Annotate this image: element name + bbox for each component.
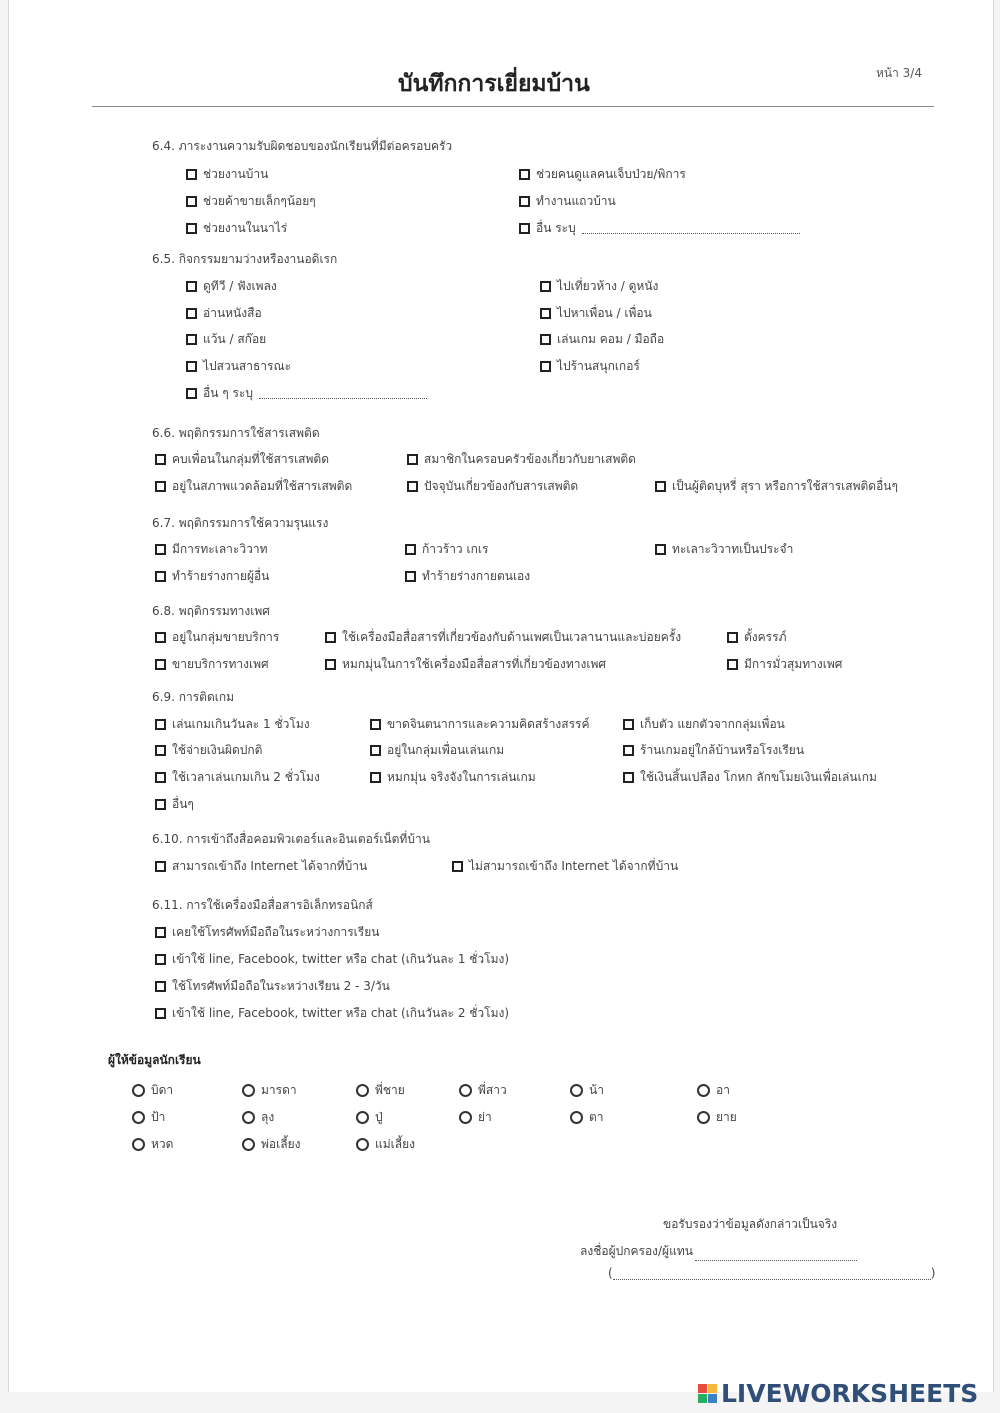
checkbox-option[interactable]: ทำร้ายร่างกายตนเอง [405, 567, 530, 586]
radio-option[interactable]: มารดา [242, 1081, 297, 1100]
checkbox-option[interactable]: มีการมั่วสุมทางเพศ [727, 655, 842, 674]
checkbox[interactable] [155, 772, 166, 783]
checkbox-option[interactable]: อยู่ในสภาพแวดล้อมที่ใช้สารเสพติด [155, 477, 352, 496]
checkbox-option[interactable]: อ่านหนังสือ [186, 304, 262, 323]
checkbox-option[interactable]: ก้าวร้าว เกเร [405, 540, 488, 559]
checkbox-option[interactable]: สามารถเข้าถึง Internet ได้จากที่บ้าน [155, 857, 367, 876]
checkbox[interactable] [370, 772, 381, 783]
checkbox[interactable] [727, 659, 738, 670]
checkbox[interactable] [655, 544, 666, 555]
page-title: บันทึกการเยี่ยมบ้าน [398, 70, 590, 97]
checkbox[interactable] [155, 544, 166, 555]
checkbox-option[interactable]: เก็บตัว แยกตัวจากกลุ่มเพื่อน [623, 715, 785, 734]
checkbox[interactable] [186, 388, 197, 399]
radio-option[interactable]: น้า [570, 1081, 604, 1100]
section-heading-6-9: 6.9. การติดเกม [152, 690, 235, 704]
checkbox-option[interactable]: เล่นเกมเกินวันละ 1 ชั่วโมง [155, 715, 310, 734]
checkbox-option[interactable]: สมาชิกในครอบครัวข้องเกี่ยวกับยาเสพติด [407, 450, 636, 469]
checkbox-option[interactable]: ไปหาเพื่อน / เพื่อน [540, 304, 652, 323]
radio-option[interactable]: บิดา [132, 1081, 173, 1100]
radio-option[interactable]: ป้า [132, 1108, 165, 1127]
radio-option[interactable]: ปู่ [356, 1108, 383, 1127]
checkbox[interactable] [155, 927, 166, 938]
checkbox-option[interactable]: ช่วยงานในนาไร่ [186, 219, 287, 238]
checkbox[interactable] [186, 281, 197, 292]
radio-button[interactable] [570, 1084, 583, 1097]
section-heading-6-8: 6.8. พฤติกรรมทางเพศ [152, 604, 270, 618]
checkbox[interactable] [155, 799, 166, 810]
checkbox[interactable] [407, 481, 418, 492]
radio-button[interactable] [132, 1084, 145, 1097]
checkbox[interactable] [186, 223, 197, 234]
checkbox[interactable] [519, 223, 530, 234]
checkbox-option[interactable]: ตั้งครรภ์ [727, 628, 786, 647]
printed-name-field[interactable] [613, 1269, 931, 1280]
radio-option[interactable]: แม่เลี้ยง [356, 1135, 415, 1154]
checkbox-option-other[interactable]: อื่น ๆ ระบุ [186, 384, 427, 403]
checkbox[interactable] [155, 454, 166, 465]
radio-button[interactable] [459, 1111, 472, 1124]
checkbox-option[interactable]: อยู่ในกลุ่มเพื่อนเล่นเกม [370, 741, 504, 760]
checkbox[interactable] [370, 745, 381, 756]
checkbox[interactable] [155, 861, 166, 872]
checkbox[interactable] [155, 954, 166, 965]
checkbox[interactable] [405, 571, 416, 582]
checkbox-option[interactable]: ช่วยคนดูแลคนเจ็บป่วย/พิการ [519, 165, 686, 184]
checkbox-option[interactable]: ขายบริการทางเพศ [155, 655, 269, 674]
checkbox[interactable] [155, 719, 166, 730]
checkbox[interactable] [186, 308, 197, 319]
liveworksheets-logo-icon [698, 1384, 717, 1403]
checkbox-option[interactable]: มีการทะเลาะวิวาท [155, 540, 267, 559]
radio-button[interactable] [570, 1111, 583, 1124]
checkbox-option[interactable]: ทำงานแถวบ้าน [519, 192, 616, 211]
checkbox[interactable] [655, 481, 666, 492]
checkbox-option[interactable]: เข้าใช้ line, Facebook, twitter หรือ chat (เกินวันละ 1 ชั่วโมง) [155, 950, 509, 969]
signature-field[interactable] [695, 1250, 857, 1261]
liveworksheets-brand [698, 1379, 978, 1408]
checkbox[interactable] [407, 454, 418, 465]
radio-button[interactable] [697, 1111, 710, 1124]
section-heading-6-5: 6.5. กิจกรรมยามว่างหรืองานอดิเรก [152, 252, 338, 266]
radio-option[interactable]: พี่ชาย [356, 1081, 405, 1100]
radio-button[interactable] [242, 1084, 255, 1097]
radio-button[interactable] [697, 1084, 710, 1097]
checkbox[interactable] [540, 361, 551, 372]
checkbox-option[interactable]: ขาดจินตนาการและความคิดสร้างสรรค์ [370, 715, 590, 734]
checkbox-option[interactable]: ไปเที่ยวห้าง / ดูหนัง [540, 277, 658, 296]
checkbox-option[interactable]: เล่นเกม คอม / มือถือ [540, 330, 664, 349]
other-specify-field[interactable] [259, 388, 427, 399]
checkbox-option[interactable]: หมกมุ่นในการใช้เครื่องมือสื่อสารที่เกี่ยวข้องทางเพศ [325, 655, 606, 674]
checkbox-option[interactable]: ทำร้ายร่างกายผู้อื่น [155, 567, 269, 586]
checkbox-option[interactable]: เข้าใช้ line, Facebook, twitter หรือ chat (เกินวันละ 2 ชั่วโมง) [155, 1004, 509, 1023]
checkbox-option[interactable]: อื่นๆ [155, 795, 194, 814]
checkbox-option[interactable]: ไม่สามารถเข้าถึง Internet ได้จากที่บ้าน [452, 857, 678, 876]
checkbox-option[interactable]: เคยใช้โทรศัพท์มือถือในระหว่างการเรียน [155, 923, 379, 942]
header-divider [92, 106, 934, 107]
section-heading-6-4: 6.4. ภาระงานความรับผิดชอบของนักเรียนที่มีต่อครอบครัว [152, 139, 453, 153]
checkbox[interactable] [155, 981, 166, 992]
checkbox[interactable] [155, 571, 166, 582]
checkbox-option[interactable]: คบเพื่อนในกลุ่มที่ใช้สารเสพติด [155, 450, 329, 469]
section-heading-6-10: 6.10. การเข้าถึงสื่อคอมพิวเตอร์และอินเตอร์เน็ตที่บ้าน [152, 832, 430, 846]
radio-button[interactable] [459, 1084, 472, 1097]
checkbox-option[interactable]: ใช้เวลาเล่นเกมเกิน 2 ชั่วโมง [155, 768, 320, 787]
checkbox-option[interactable]: เป็นผู้ติดบุหรี่ สุรา หรือการใช้สารเสพติดอื่นๆ [655, 477, 898, 496]
radio-button[interactable] [242, 1138, 255, 1151]
checkbox-option[interactable]: ทะเลาะวิวาทเป็นประจำ [655, 540, 793, 559]
radio-option[interactable]: ลุง [242, 1108, 274, 1127]
radio-option[interactable]: ตา [570, 1108, 604, 1127]
brand-name: LIVEWORKSHEETS [721, 1379, 979, 1408]
radio-button[interactable] [242, 1111, 255, 1124]
radio-option[interactable]: พี่สาว [459, 1081, 507, 1100]
radio-option[interactable]: ย่า [459, 1108, 492, 1127]
checkbox-option[interactable]: ช่วยค้าขายเล็กๆน้อยๆ [186, 192, 316, 211]
checkbox[interactable] [519, 169, 530, 180]
checkbox-option[interactable]: ใช้จ่ายเงินผิดปกติ [155, 741, 262, 760]
checkbox[interactable] [186, 196, 197, 207]
checkbox[interactable] [186, 361, 197, 372]
checkbox-option[interactable]: ไปร้านสนุกเกอร์ [540, 357, 640, 376]
checkbox[interactable] [370, 719, 381, 730]
checkbox-option[interactable]: ใช้โทรศัพท์มือถือในระหว่างเรียน 2 - 3/วัน [155, 977, 390, 996]
checkbox[interactable] [186, 334, 197, 345]
checkbox-option[interactable]: ร้านเกมอยู่ใกล้บ้านหรือโรงเรียน [623, 741, 804, 760]
checkbox[interactable] [540, 334, 551, 345]
radio-button[interactable] [356, 1111, 369, 1124]
checkbox[interactable] [155, 659, 166, 670]
page-number: หน้า 3/4 [876, 66, 922, 80]
informant-heading: ผู้ให้ข้อมูลนักเรียน [108, 1053, 201, 1067]
checkbox[interactable] [405, 544, 416, 555]
radio-button[interactable] [132, 1111, 145, 1124]
radio-option[interactable]: หวด [132, 1135, 173, 1154]
checkbox-option[interactable]: ใช้เครื่องมือสื่อสารที่เกี่ยวข้องกับด้านเพศเป็นเวลานานและบ่อยครั้ง [325, 628, 681, 647]
radio-button[interactable] [132, 1138, 145, 1151]
section-heading-6-7: 6.7. พฤติกรรมการใช้ความรุนแรง [152, 516, 329, 530]
checkbox[interactable] [155, 1008, 166, 1019]
radio-button[interactable] [356, 1084, 369, 1097]
checkbox[interactable] [519, 196, 530, 207]
checkbox[interactable] [155, 632, 166, 643]
checkbox[interactable] [727, 632, 738, 643]
checkbox[interactable] [325, 659, 336, 670]
radio-option[interactable]: อา [697, 1081, 730, 1100]
checkbox-option[interactable]: ช่วยงานบ้าน [186, 165, 268, 184]
checkbox[interactable] [325, 632, 336, 643]
certify-statement: ขอรับรองว่าข้อมูลดังกล่าวเป็นจริง [663, 1217, 838, 1231]
radio-button[interactable] [356, 1138, 369, 1151]
printed-name-line: ( ) [608, 1266, 936, 1280]
checkbox-option[interactable]: อยู่ในกลุ่มขายบริการ [155, 628, 279, 647]
checkbox[interactable] [155, 481, 166, 492]
section-heading-6-6: 6.6. พฤติกรรมการใช้สารเสพติด [152, 426, 320, 440]
checkbox[interactable] [540, 281, 551, 292]
checkbox[interactable] [623, 745, 634, 756]
checkbox[interactable] [540, 308, 551, 319]
section-heading-6-11: 6.11. การใช้เครื่องมือสื่อสารอิเล็กทรอนิกส์ [152, 898, 373, 912]
checkbox-option[interactable]: ใช้เงินสิ้นเปลือง โกหก ลักขโมยเงินเพื่อเล่นเกม [623, 768, 877, 787]
checkbox[interactable] [452, 861, 463, 872]
signature-line: ลงชื่อผู้ปกครอง/ผู้แทน [580, 1242, 857, 1261]
checkbox-option[interactable]: ดูทีวี / ฟังเพลง [186, 277, 277, 296]
checkbox-option[interactable]: ปัจจุบันเกี่ยวข้องกับสารเสพติด [407, 477, 578, 496]
checkbox[interactable] [623, 719, 634, 730]
radio-option[interactable]: พ่อเลี้ยง [242, 1135, 300, 1154]
checkbox[interactable] [155, 745, 166, 756]
checkbox-option[interactable]: หมกมุ่น จริงจังในการเล่นเกม [370, 768, 536, 787]
checkbox-option[interactable]: แว้น / สก๊อย [186, 330, 266, 349]
checkbox-option-other[interactable]: อื่น ระบุ [519, 219, 800, 238]
radio-option[interactable]: ยาย [697, 1108, 737, 1127]
other-specify-field[interactable] [582, 223, 800, 234]
checkbox-option[interactable]: ไปสวนสาธารณะ [186, 357, 291, 376]
checkbox[interactable] [623, 772, 634, 783]
checkbox[interactable] [186, 169, 197, 180]
